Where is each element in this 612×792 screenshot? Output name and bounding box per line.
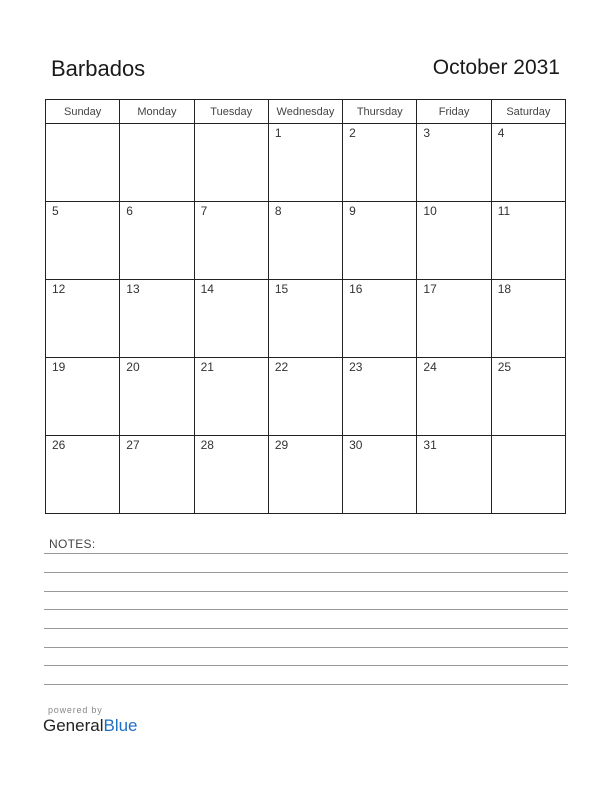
- day-cell: [343, 358, 417, 436]
- notes-line: [44, 609, 568, 610]
- day-number: 3: [423, 126, 431, 140]
- day-number: 7: [200, 204, 208, 218]
- day-cell: [120, 436, 194, 514]
- day-number: 15: [274, 282, 289, 296]
- day-number: 23: [349, 360, 363, 374]
- day-cell: [417, 280, 491, 358]
- week-row: [46, 436, 566, 514]
- generalblue-logo: [43, 716, 138, 736]
- day-cell: [194, 202, 268, 280]
- day-cell: [343, 124, 417, 202]
- day-number: [195, 124, 268, 126]
- week-row: [46, 124, 566, 202]
- day-number: 30: [349, 438, 363, 452]
- notes-line: [44, 647, 568, 648]
- day-cell: [343, 280, 417, 358]
- day-number: 4: [497, 126, 505, 140]
- day-number: 31: [423, 438, 437, 452]
- month-title: October 2031: [432, 56, 560, 79]
- day-cell: [343, 202, 417, 280]
- day-number: 11: [497, 204, 511, 218]
- day-cell: [417, 202, 491, 280]
- day-cell: [46, 358, 120, 436]
- brand-blue: Blue: [103, 716, 138, 735]
- day-cell: [417, 436, 491, 514]
- day-number: 13: [126, 282, 140, 296]
- weekday-header-row: [46, 100, 566, 124]
- day-number: 2: [349, 126, 356, 140]
- day-number: 29: [274, 438, 289, 452]
- notes-line: [44, 591, 568, 592]
- day-cell: [46, 280, 120, 358]
- day-number: 8: [274, 204, 282, 218]
- day-cell: [268, 124, 342, 202]
- day-cell: [491, 202, 565, 280]
- notes-line: [44, 628, 568, 629]
- day-cell: [120, 280, 194, 358]
- brand-general: General: [43, 716, 104, 735]
- day-number: 18: [497, 282, 512, 296]
- day-number: 28: [200, 438, 214, 452]
- day-cell: [343, 436, 417, 514]
- day-cell: [194, 436, 268, 514]
- day-number: 27: [126, 438, 140, 452]
- day-cell: [268, 358, 342, 436]
- day-number: 16: [349, 282, 363, 296]
- weekday-header: Thursday: [343, 100, 417, 124]
- day-cell: [194, 280, 268, 358]
- day-cell: [194, 358, 268, 436]
- day-number: 12: [52, 282, 66, 296]
- day-number: 6: [126, 204, 133, 218]
- week-row: [46, 202, 566, 280]
- day-cell: [120, 124, 194, 202]
- day-number: 14: [200, 282, 214, 296]
- day-number: 20: [126, 360, 140, 374]
- day-cell: [268, 202, 342, 280]
- day-cell: [491, 436, 565, 514]
- day-number: 1: [274, 126, 282, 140]
- notes-line: [44, 684, 568, 685]
- day-number: 9: [349, 204, 356, 218]
- weekday-header: Monday: [120, 100, 194, 124]
- powered-by-text: powered by: [48, 705, 103, 715]
- notes-line: [44, 665, 568, 666]
- day-cell: [417, 124, 491, 202]
- day-number: 21: [200, 360, 214, 374]
- day-number: 26: [52, 438, 66, 452]
- day-cell: [46, 436, 120, 514]
- weekday-header: Saturday: [491, 100, 565, 124]
- weekday-header: Sunday: [46, 100, 120, 124]
- weekday-header: Wednesday: [268, 100, 342, 124]
- day-number: [492, 436, 565, 438]
- day-cell: [120, 202, 194, 280]
- day-number: 25: [497, 360, 512, 374]
- notes-line: [44, 572, 568, 573]
- notes-label: NOTES:: [49, 537, 96, 551]
- day-cell: [120, 358, 194, 436]
- calendar-grid: [45, 99, 566, 514]
- weekday-header: Friday: [417, 100, 491, 124]
- day-cell: [417, 358, 491, 436]
- day-cell: [46, 202, 120, 280]
- day-cell: [491, 280, 565, 358]
- week-row: [46, 358, 566, 436]
- day-number: 24: [423, 360, 437, 374]
- day-cell: [46, 124, 120, 202]
- notes-line: [44, 553, 568, 554]
- day-number: 22: [274, 360, 289, 374]
- day-number: [120, 124, 193, 126]
- day-cell: [268, 280, 342, 358]
- day-number: 5: [52, 204, 59, 218]
- day-number: 17: [423, 282, 437, 296]
- day-cell: [491, 358, 565, 436]
- day-number: 19: [52, 360, 66, 374]
- day-number: [46, 124, 119, 126]
- day-cell: [491, 124, 565, 202]
- country-title: Barbados: [51, 56, 146, 81]
- day-cell: [194, 124, 268, 202]
- week-row: [46, 280, 566, 358]
- day-number: 10: [423, 204, 437, 218]
- weekday-header: Tuesday: [194, 100, 268, 124]
- day-cell: [268, 436, 342, 514]
